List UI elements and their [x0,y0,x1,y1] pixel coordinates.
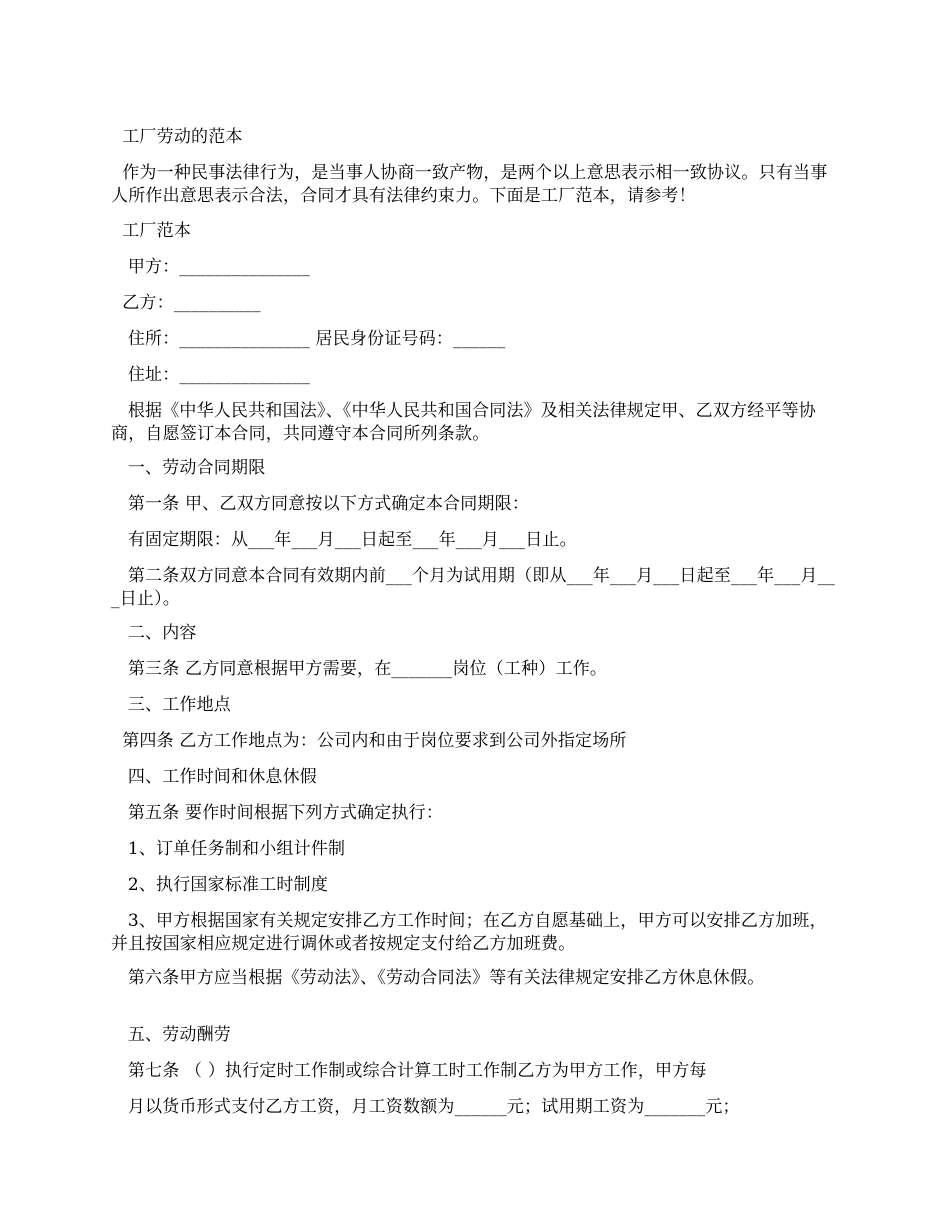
section-heading: 三、工作地点 [111,695,232,715]
list-item: 3、甲方根据国家有关规定安排乙方工作时间；在乙方自愿基础上，甲方可以安排乙方加班，并且按国家相应规定进行调休或者按规定支付给乙方加班费。 [111,911,827,954]
section-heading: 四、工作时间和休息休假 [111,767,318,787]
paragraph: 工厂范本 [111,221,192,241]
paragraph: 乙方：__________ [111,293,261,313]
paragraph: 住所：_______________ 居民身份证号码：______ [111,329,506,349]
paragraph: 第二条双方同意本合同有效期内前___个月为试用期（即从___年___月___日起至___年___月___日止）。 [111,566,836,609]
paragraph: 根据《中华人民共和国法》、《中华人民共和国合同法》及相关法律规定甲、乙双方经平等协商，自愿签订本合同，共同遵守本合同所列条款。 [111,401,817,444]
paragraph: 第四条 乙方工作地点为：公司内和由于岗位要求到公司外指定场所 [111,731,627,751]
paragraph: 第五条 要作时间根据下列方式确定执行： [111,803,444,823]
list-item: 2、执行国家标准工时制度 [111,875,329,895]
list-item: 1、订单任务制和小组计件制 [111,839,346,859]
paragraph: 住址：_______________ [111,365,310,385]
paragraph: 第一条 甲、乙双方同意按以下方式确定本合同期限： [111,494,530,514]
paragraph: 第三条 乙方同意根据甲方需要，在_______岗位（工种）工作。 [111,659,608,679]
paragraph: 月以货币形式支付乙方工资，月工资数额为______元；试用期工资为_______元； [111,1097,740,1117]
section-heading: 二、内容 [111,623,197,643]
section-heading: 一、劳动合同期限 [111,458,266,478]
paragraph: 作为一种民事法律行为，是当事人协商一致产物，是两个以上意思表示相一致协议。只有当事人所作出意思表示合法，合同才具有法律约束力。下面是工厂范本，请参考！ [111,163,828,206]
paragraph: 第七条 （ ）执行定时工作制或综合计算工时工作制乙方为甲方工作，甲方每 [111,1061,707,1081]
section-heading: 五、劳动酬劳 [111,1025,232,1045]
paragraph: 第六条甲方应当根据《劳动法》、《劳动合同法》等有关法律规定安排乙方休息休假。 [111,968,765,988]
document-title: 工厂劳动的范本 [111,127,243,147]
paragraph: 有固定期限：从___年___月___日起至___年___月___日止。 [111,530,577,550]
paragraph: 甲方：_______________ [111,257,310,277]
